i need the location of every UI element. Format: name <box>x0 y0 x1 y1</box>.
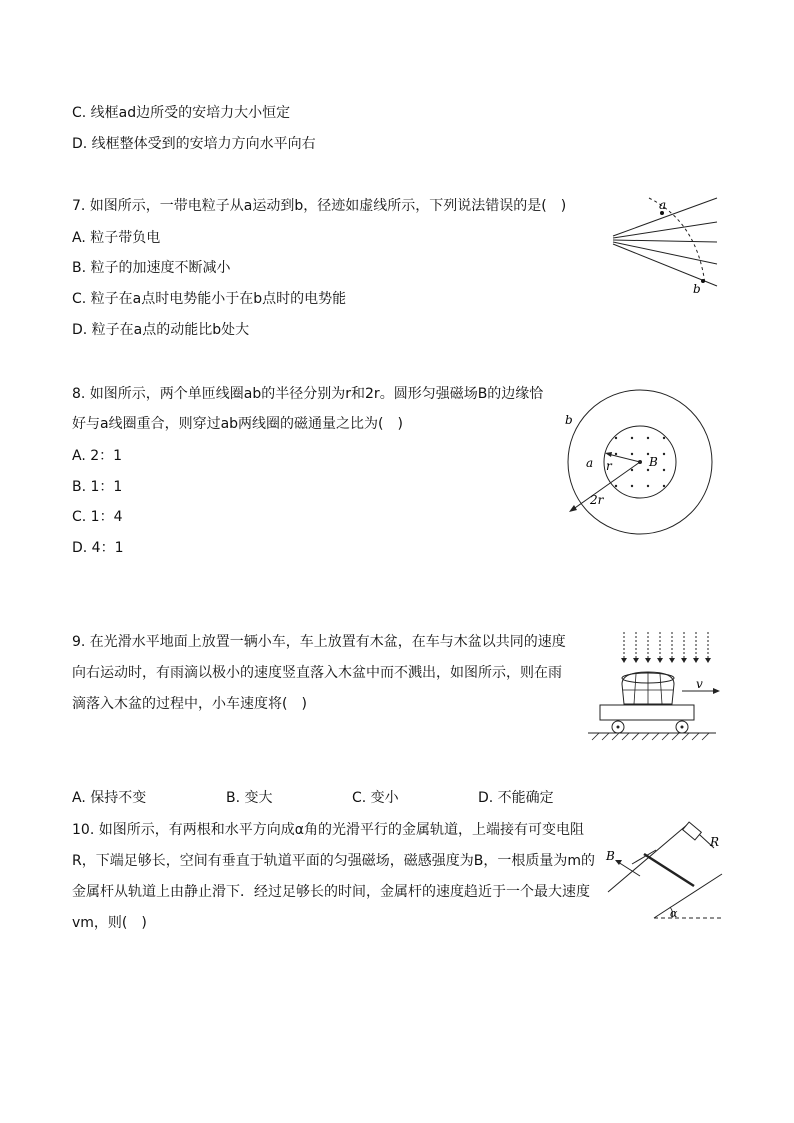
q10-stem-line4: vm，则( ) <box>72 915 147 931</box>
q8-label-b: b <box>565 413 573 427</box>
q7-label-a: a <box>659 198 667 212</box>
q6-option-c: C. 线框ad边所受的安培力大小恒定 <box>72 105 291 121</box>
q8-option-b: B. 1：1 <box>72 479 123 495</box>
q10-label-alpha: α <box>670 907 678 920</box>
q8-stem-line1: 8. 如图所示，两个单匝线圈ab的半径分别为r和2r。圆形匀强磁场B的边缘恰 <box>72 386 544 402</box>
q10-label-R: R <box>710 835 720 849</box>
q9-cart-figure <box>588 628 728 744</box>
q9-option-a: A. 保持不变 <box>72 790 147 806</box>
q7-option-a: A. 粒子带负电 <box>72 230 161 246</box>
q8-option-a: A. 2：1 <box>72 448 123 464</box>
q9-option-d: D. 不能确定 <box>478 790 554 806</box>
q7-option-b: B. 粒子的加速度不断减小 <box>72 260 231 276</box>
q8-label-r: r <box>606 459 612 473</box>
q10-stem-line3: 金属杆从轨道上由静止滑下．经过足够长的时间，金属杆的速度趋近于一个最大速度 <box>72 884 590 900</box>
q10-stem-line2: R，下端足够长，空间有垂直于轨道平面的匀强磁场，磁感强度为B，一根质量为m的 <box>72 853 595 869</box>
q9-stem-line2: 向右运动时，有雨滴以极小的速度竖直落入木盆中而不溅出，如图所示，则在雨 <box>72 665 562 681</box>
q7-option-c: C. 粒子在a点时电势能小于在b点时的电势能 <box>72 291 347 307</box>
q8-coils-figure <box>556 386 722 552</box>
q9-label-v: v <box>696 677 703 691</box>
q10-incline-figure <box>598 818 726 924</box>
q9-stem-line1: 9. 在光滑水平地面上放置一辆小车，车上放置有木盆，在车与木盆以共同的速度 <box>72 634 566 650</box>
q8-option-d: D. 4：1 <box>72 540 124 556</box>
q7-field-lines-figure <box>605 192 725 298</box>
q7-label-b: b <box>693 282 701 296</box>
q7-option-d: D. 粒子在a点的动能比b处大 <box>72 322 250 338</box>
q8-label-B: B <box>649 455 658 469</box>
q7-stem: 7. 如图所示，一带电粒子从a运动到b，径迹如虚线所示，下列说法错误的是( ) <box>72 198 567 214</box>
q8-label-2r: 2r <box>590 493 604 507</box>
q10-label-B: B <box>606 849 615 863</box>
q8-stem-line2: 好与a线圈重合，则穿过ab两线圈的磁通量之比为( ) <box>72 416 403 432</box>
q9-stem-line3: 滴落入木盆的过程中，小车速度将( ) <box>72 696 307 712</box>
q10-stem-line1: 10. 如图所示，有两根和水平方向成α角的光滑平行的金属轨道，上端接有可变电阻 <box>72 822 584 838</box>
q8-label-a: a <box>586 456 594 470</box>
q9-option-c: C. 变小 <box>352 790 399 806</box>
q8-option-c: C. 1：4 <box>72 509 123 525</box>
q6-option-d: D. 线框整体受到的安培力方向水平向右 <box>72 136 316 152</box>
q9-option-b: B. 变大 <box>226 790 273 806</box>
